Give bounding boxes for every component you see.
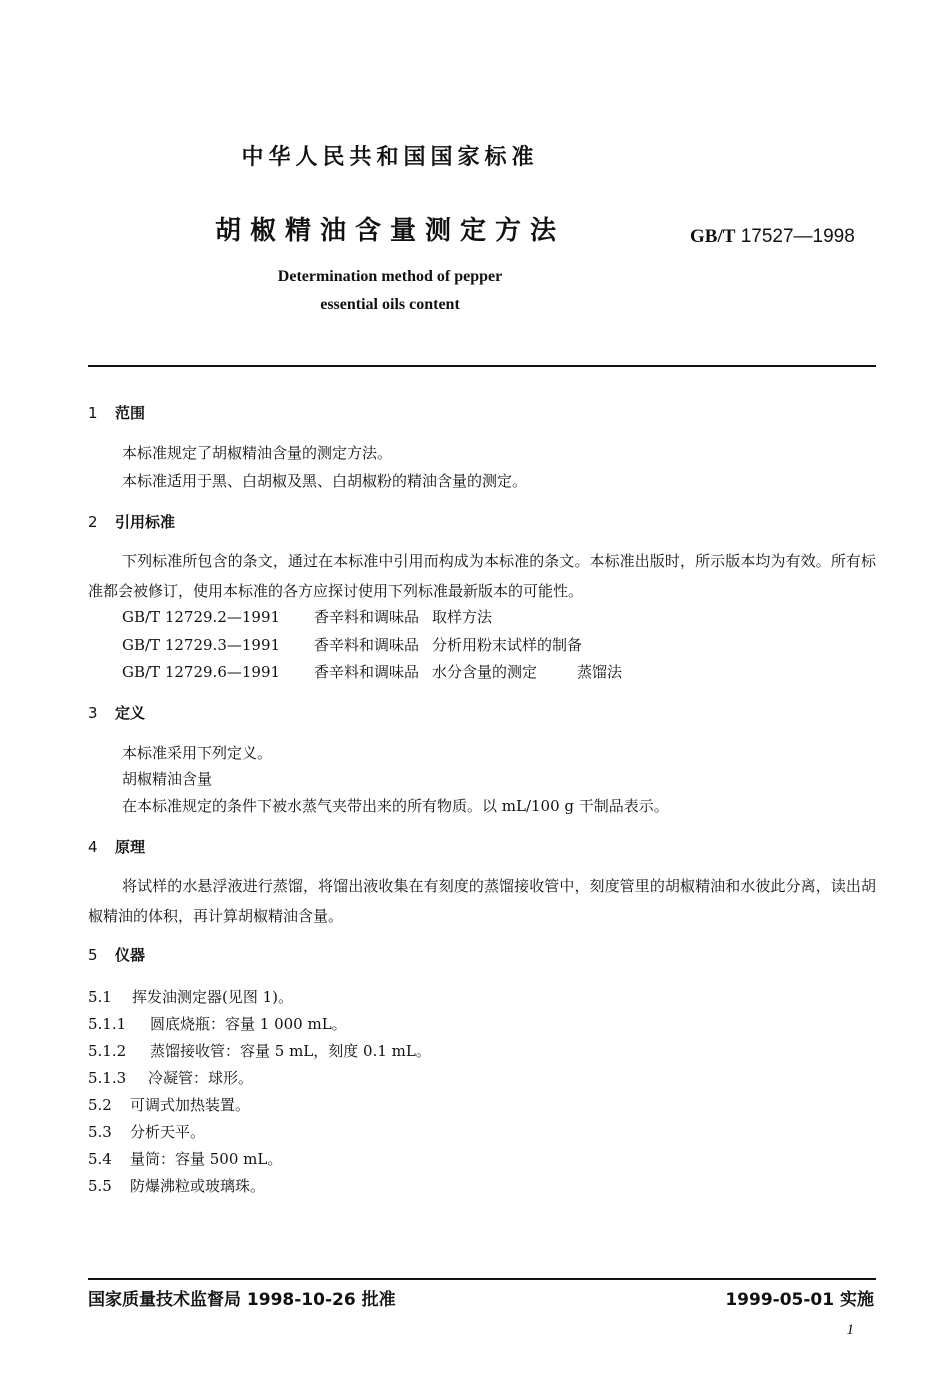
national-standard-heading: 中华人民共和国国家标准 bbox=[241, 145, 539, 170]
section-title: 定义 bbox=[115, 704, 146, 722]
item-number: 5.1 bbox=[88, 988, 112, 1006]
item-number: 5.3 bbox=[88, 1123, 112, 1141]
effective-date: 1999-05-01 实施 bbox=[725, 1290, 874, 1310]
standard-prefix: GB/T bbox=[690, 226, 736, 247]
item-text: 圆底烧瓶：容量 1 000 mL。 bbox=[150, 1015, 347, 1033]
reference-category: 香辛料和调味品 bbox=[314, 663, 420, 681]
section-title: 仪器 bbox=[115, 946, 146, 964]
section-title: 范围 bbox=[115, 404, 146, 422]
section-number: 5 bbox=[88, 946, 98, 964]
instrument-item bbox=[88, 1175, 265, 1196]
section-4-paragraph: 将试样的水悬浮液进行蒸馏，将馏出液收集在有刻度的蒸馏接收管中，刻度管里的胡椒精油和水彼此分离，读出胡椒精油的体积，再计算胡椒精油含量。 bbox=[88, 877, 876, 925]
definition-text: 在本标准规定的条件下被水蒸气夹带出来的所有物质。以 mL/100 g 干制品表示。 bbox=[122, 797, 669, 815]
section-number: 4 bbox=[88, 838, 98, 856]
document-title-en-line1: Determination method of pepper bbox=[277, 268, 503, 285]
instrument-item bbox=[88, 986, 293, 1007]
document-title-en-line2: essential oils content bbox=[320, 296, 460, 313]
reference-code: GB/T 12729.2—1991 bbox=[122, 608, 281, 626]
header-divider bbox=[88, 365, 876, 367]
definition-term: 胡椒精油含量 bbox=[122, 770, 213, 788]
section-1-heading bbox=[88, 402, 145, 423]
document-title-cn: 胡椒精油含量测定方法 bbox=[214, 216, 565, 246]
item-number: 5.2 bbox=[88, 1096, 112, 1114]
section-3-heading bbox=[88, 702, 145, 723]
approval-line: 国家质量技术监督局 1998-10-26 批准 bbox=[88, 1290, 396, 1310]
item-number: 5.5 bbox=[88, 1177, 112, 1195]
item-number: 5.1.1 bbox=[88, 1015, 127, 1033]
reference-title: 水分含量的测定 bbox=[432, 663, 538, 681]
instrument-item bbox=[88, 1013, 347, 1034]
instrument-item bbox=[88, 1094, 250, 1115]
item-text: 可调式加热装置。 bbox=[130, 1096, 251, 1114]
reference-method: 蒸馏法 bbox=[577, 663, 623, 681]
page-number: 1 bbox=[846, 1322, 854, 1338]
reference-row bbox=[122, 606, 577, 627]
section-2-paragraph: 下列标准所包含的条文，通过在本标准中引用而构成为本标准的条文。本标准出版时，所示版本均为有效。所有标准都会被修订，使用本标准的各方应探讨使用下列标准最新版本的可能性。 bbox=[88, 552, 876, 600]
section-2-heading bbox=[88, 511, 175, 532]
section-5-heading bbox=[88, 944, 145, 965]
instrument-item bbox=[88, 1148, 282, 1169]
item-number: 5.4 bbox=[88, 1150, 112, 1168]
reference-row bbox=[122, 661, 622, 682]
item-text: 挥发油测定器(见图 1)。 bbox=[132, 988, 294, 1006]
section-title: 原理 bbox=[115, 838, 146, 856]
reference-row bbox=[122, 634, 583, 655]
item-text: 蒸馏接收管：容量 5 mL，刻度 0.1 mL。 bbox=[150, 1042, 431, 1060]
section-number: 1 bbox=[88, 404, 98, 422]
item-text: 防爆沸粒或玻璃珠。 bbox=[130, 1177, 266, 1195]
standard-code: 17527—1998 bbox=[740, 226, 855, 247]
section-number: 2 bbox=[88, 513, 98, 531]
reference-code: GB/T 12729.6—1991 bbox=[122, 663, 281, 681]
item-number: 5.1.3 bbox=[88, 1069, 127, 1087]
instrument-item bbox=[88, 1121, 205, 1142]
item-text: 冷凝管：球形。 bbox=[148, 1069, 254, 1087]
reference-title: 分析用粉末试样的制备 bbox=[432, 636, 583, 654]
section-1-paragraph-2: 本标准适用于黑、白胡椒及黑、白胡椒粉的精油含量的测定。 bbox=[122, 472, 528, 490]
reference-title: 取样方法 bbox=[432, 608, 493, 626]
section-1-paragraph-1: 本标准规定了胡椒精油含量的测定方法。 bbox=[122, 444, 393, 462]
item-text: 量筒：容量 500 mL。 bbox=[130, 1150, 283, 1168]
standard-number bbox=[690, 226, 855, 248]
reference-category: 香辛料和调味品 bbox=[314, 608, 420, 626]
instrument-item bbox=[88, 1067, 253, 1088]
reference-category: 香辛料和调味品 bbox=[314, 636, 420, 654]
footer-divider bbox=[88, 1278, 876, 1280]
section-title: 引用标准 bbox=[115, 513, 176, 531]
instrument-item bbox=[88, 1040, 431, 1061]
item-text: 分析天平。 bbox=[130, 1123, 206, 1141]
item-number: 5.1.2 bbox=[88, 1042, 127, 1060]
reference-code: GB/T 12729.3—1991 bbox=[122, 636, 281, 654]
section-4-heading bbox=[88, 836, 145, 857]
section-number: 3 bbox=[88, 704, 98, 722]
section-3-paragraph-1: 本标准采用下列定义。 bbox=[122, 744, 273, 762]
